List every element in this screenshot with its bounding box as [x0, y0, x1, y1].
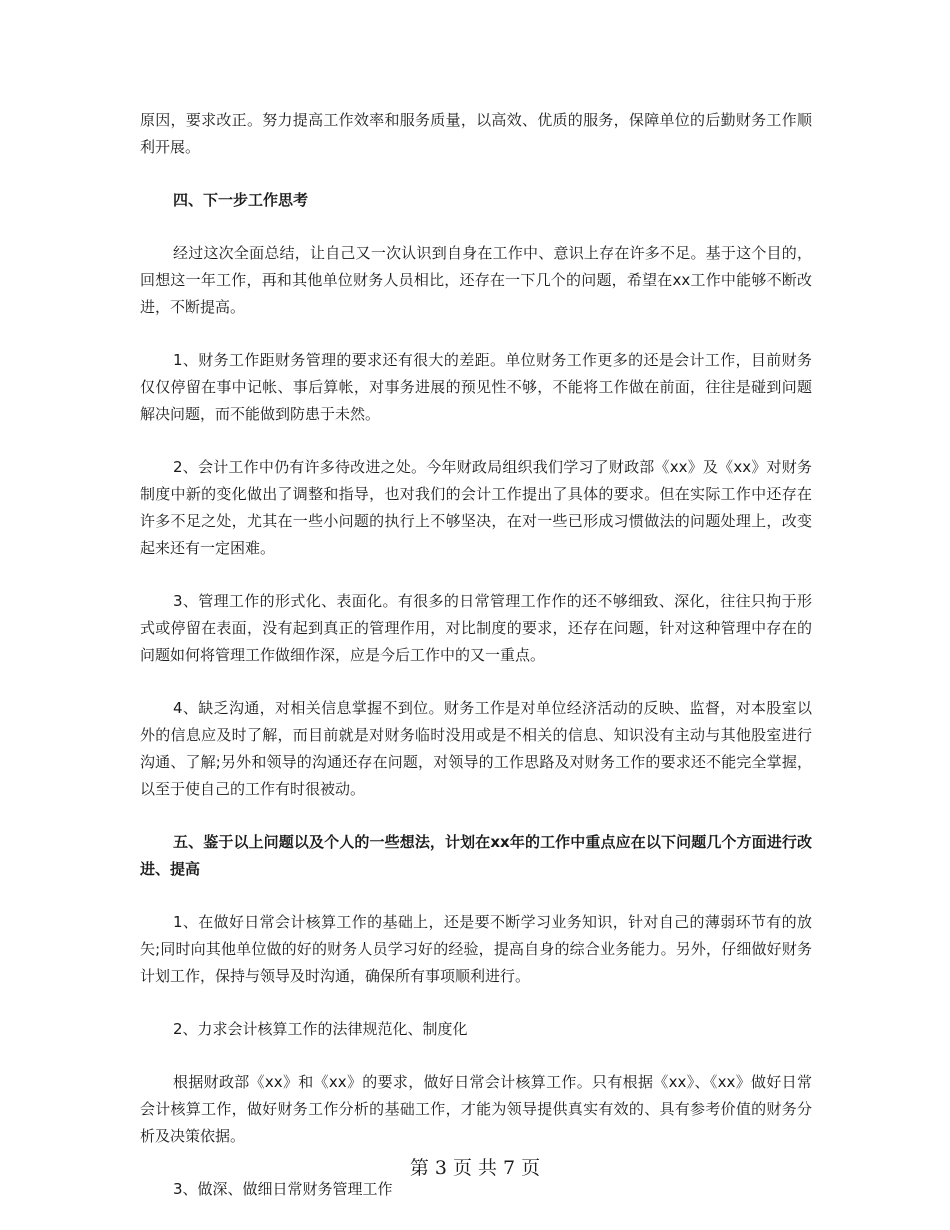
section-heading-5: 五、鉴于以上问题以及个人的一些想法，计划在xx年的工作中重点应在以下问题几个方面进行改进、提高: [140, 833, 812, 878]
paragraph-plan-2: 2、力求会计核算工作的法律规范化、制度化: [173, 1020, 468, 1038]
paragraph-item-3: 3、管理工作的形式化、表面化。有很多的日常管理工作作的还不够细致、深化，往往只拘于形式或停留在表面，没有起到真正的管理作用，对比制度的要求，还存在问题，针对这种管理中存在的问题如何将管理工作做细作深，应是今后工作中的又一重点。: [140, 592, 812, 664]
paragraph-plan-1: 1、在做好日常会计核算工作的基础上，还是要不断学习业务知识，针对自己的薄弱环节有的放矢;同时向其他单位做的好的财务人员学习好的经验，提高自身的综合业务能力。另外，仔细做好财务计划工作，保持与领导及时沟通，确保所有事项顺利进行。: [140, 913, 812, 985]
paragraph-item-4: 4、缺乏沟通，对相关信息掌握不到位。财务工作是对单位经济活动的反映、监督，对本股室以外的信息应及时了解，而目前就是对财务临时没用或是不相关的信息、知识没有主动与其他股室进行沟通、了解;另外和领导的沟通还存在问题，对领导的工作思路及对财务工作的要求还不能完全掌握，以至于使自己的工作有时很被动。: [140, 699, 812, 798]
section-heading-4: 四、下一步工作思考: [173, 191, 309, 209]
paragraph-summary: 经过这次全面总结，让自己又一次认识到自身在工作中、意识上存在许多不足。基于这个目的，回想这一年工作，再和其他单位财务人员相比，还存在一下几个的问题，希望在xx工作中能够不断改进，不断提高。: [140, 244, 812, 316]
paragraph-plan-2-detail: 根据财政部《xx》和《xx》的要求，做好日常会计核算工作。只有根据《xx》、《xx》做好日常会计核算工作，做好财务工作分析的基础工作，才能为领导提供真实有效的、具有参考价值的财务分析及决策依据。: [140, 1073, 812, 1145]
page-footer: 第 3 页 共 7 页: [409, 1157, 541, 1179]
paragraph-1: 原因，要求改正。努力提高工作效率和服务质量，以高效、优质的服务，保障单位的后勤财务工作顺利开展。: [140, 111, 812, 156]
paragraph-item-1: 1、财务工作距财务管理的要求还有很大的差距。单位财务工作更多的还是会计工作，目前财务仅仅停留在事中记帐、事后算帐，对事务进展的预见性不够，不能将工作做在前面，往往是碰到问题解决问题，而不能做到防患于未然。: [140, 351, 812, 423]
paragraph-plan-3: 3、做深、做细日常财务管理工作: [173, 1180, 393, 1198]
document-body: [140, 107, 812, 1203]
paragraph-item-2: 2、会计工作中仍有许多待改进之处。今年财政局组织我们学习了财政部《xx》及《xx》对财务制度中新的变化做出了调整和指导，也对我们的会计工作提出了具体的要求。但在实际工作中还存在许多不足之处，尤其在一些小问题的执行上不够坚决，在对一些已形成习惯做法的问题处理上，改变起来还有一定困难。: [140, 458, 812, 557]
